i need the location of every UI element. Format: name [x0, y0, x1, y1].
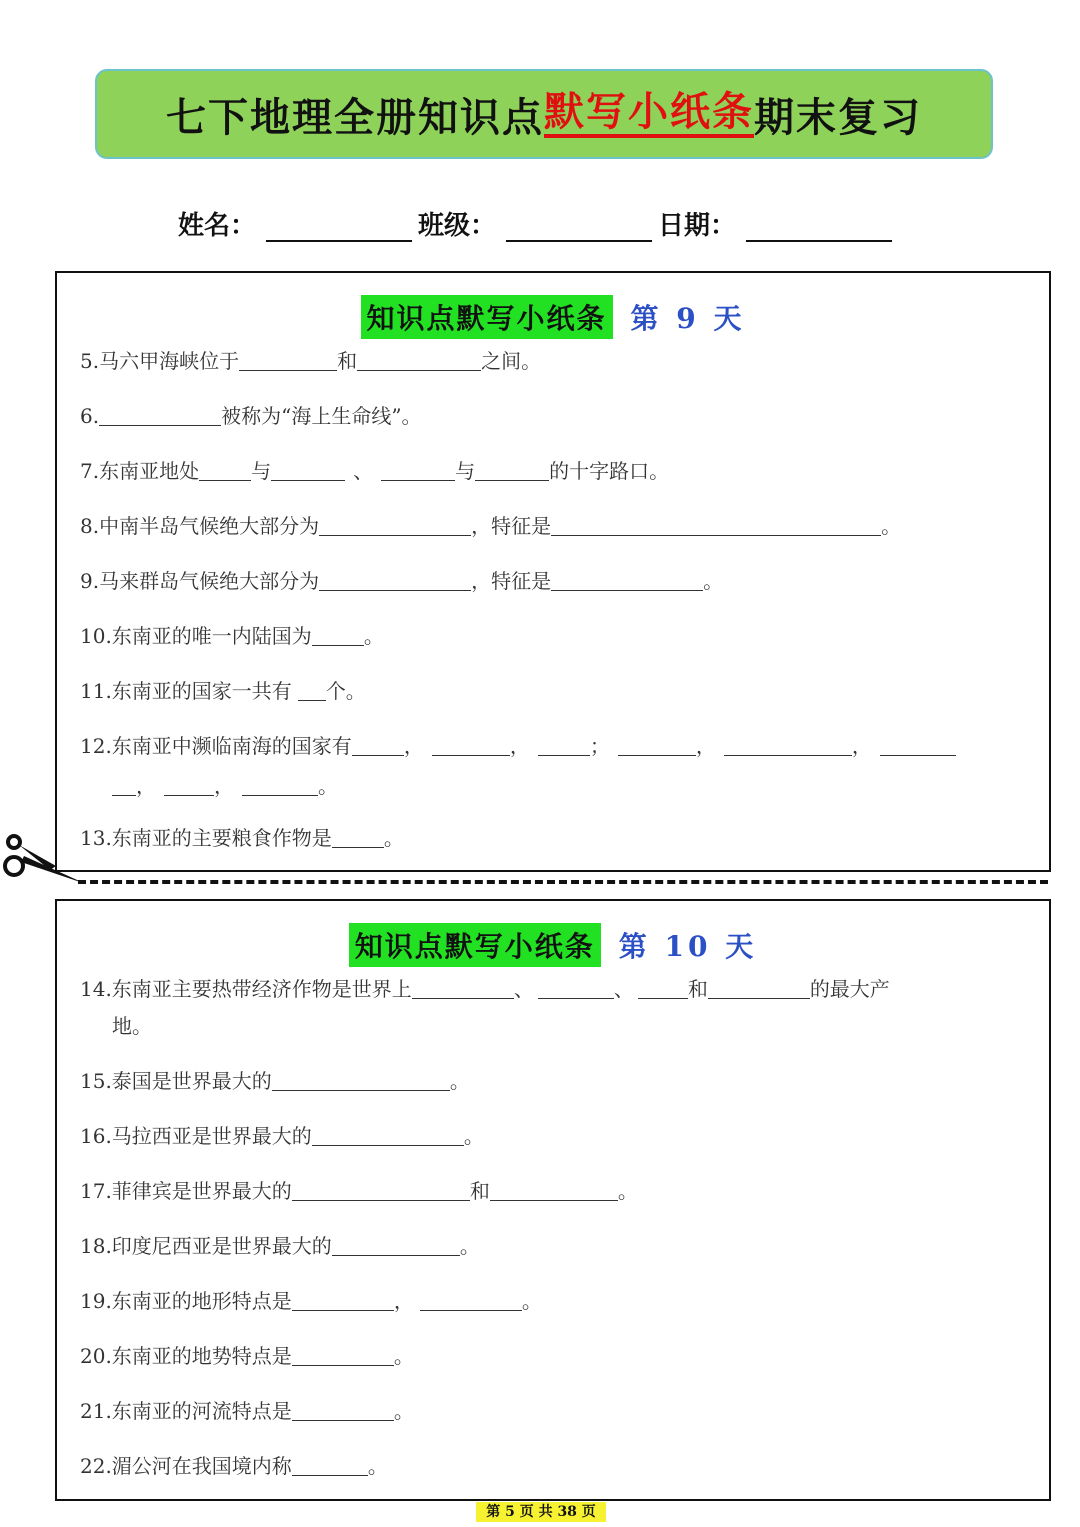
question-13: 13.东南亚的主要粮食作物是 。 — [80, 826, 404, 850]
answer-blank[interactable] — [432, 735, 510, 756]
answer-blank[interactable] — [538, 735, 590, 756]
answer-blank[interactable] — [292, 1400, 394, 1421]
worksheet-card-day-9 — [55, 271, 1051, 872]
answer-blank[interactable] — [708, 978, 810, 999]
question-10: 10.东南亚的唯一内陆国为 。 — [80, 624, 384, 648]
answer-blank[interactable] — [298, 680, 326, 701]
answer-blank[interactable] — [272, 1070, 450, 1091]
answer-blank[interactable] — [638, 978, 688, 999]
answer-blank[interactable] — [99, 405, 221, 426]
page-number: 第 5 页 共 38 页 — [476, 1502, 606, 1522]
question-12-continued: ， ， 。 — [112, 773, 338, 799]
answer-blank[interactable] — [412, 978, 514, 999]
answer-blank[interactable] — [332, 827, 384, 848]
worksheet-card-day-10 — [55, 899, 1051, 1501]
answer-blank[interactable] — [538, 978, 614, 999]
question-16: 16.马拉西亚是世界最大的 。 — [80, 1124, 484, 1148]
answer-blank[interactable] — [420, 1290, 522, 1311]
day-label: 第 9 天 — [630, 302, 746, 335]
question-20: 20.东南亚的地势特点是 。 — [80, 1344, 414, 1368]
answer-blank[interactable] — [381, 460, 455, 481]
class-label: 班级： — [418, 211, 497, 241]
answer-blank[interactable] — [292, 1180, 470, 1201]
answer-blank[interactable] — [618, 735, 696, 756]
answer-blank[interactable] — [292, 1455, 368, 1476]
question-22: 22.湄公河在我国境内称 。 — [80, 1454, 388, 1478]
answer-blank[interactable] — [490, 1180, 618, 1201]
student-info-row — [178, 200, 898, 242]
title-part3: 期末复习 — [754, 93, 922, 141]
card-badge: 知识点默写小纸条 — [361, 295, 613, 339]
answer-blank[interactable] — [332, 1235, 460, 1256]
cut-line — [78, 880, 1048, 884]
answer-blank[interactable] — [724, 735, 852, 756]
title-highlight: 默写小纸条 — [544, 90, 754, 138]
answer-blank[interactable] — [357, 350, 481, 371]
question-17: 17.菲律宾是世界最大的 和 。 — [80, 1179, 638, 1203]
question-14-continued: 地。 — [112, 1014, 152, 1038]
answer-blank[interactable] — [312, 625, 364, 646]
title-part1: 七下地理全册知识点 — [166, 93, 544, 141]
question-11: 11.东南亚的国家一共有 个。 — [80, 679, 366, 703]
name-label: 姓名： — [178, 211, 257, 241]
question-21: 21.东南亚的河流特点是 。 — [80, 1399, 414, 1423]
card-badge: 知识点默写小纸条 — [349, 923, 601, 967]
question-5: 5.马六甲海峡位于 和 之间。 — [80, 349, 542, 373]
card-header — [57, 923, 1049, 967]
answer-blank[interactable] — [271, 460, 345, 481]
question-9: 9.马来群岛气候绝大部分为 ，特征是 。 — [80, 569, 724, 593]
question-14: 14.东南亚主要热带经济作物是世界上 、 、 和 的最大产 — [80, 977, 890, 1001]
answer-blank[interactable] — [239, 350, 337, 371]
date-label: 日期： — [658, 211, 737, 241]
answer-blank[interactable] — [164, 775, 214, 796]
answer-blank[interactable] — [199, 460, 251, 481]
question-6: 6. 被称为“海上生命线”。 — [80, 404, 422, 428]
answer-blank[interactable] — [551, 570, 703, 591]
question-12: 12.东南亚中濒临南海的国家有 ， ， ； ， ， — [80, 733, 956, 759]
scissors-icon — [0, 826, 86, 890]
day-label: 第 10 天 — [618, 930, 758, 963]
answer-blank[interactable] — [112, 775, 136, 796]
answer-blank[interactable] — [551, 515, 881, 536]
question-15: 15.泰国是世界最大的 。 — [80, 1069, 470, 1093]
name-blank[interactable] — [266, 210, 412, 242]
answer-blank[interactable] — [352, 735, 404, 756]
answer-blank[interactable] — [319, 515, 471, 536]
answer-blank[interactable] — [242, 775, 318, 796]
question-8: 8.中南半岛气候绝大部分为 ，特征是 。 — [80, 514, 902, 538]
answer-blank[interactable] — [880, 735, 956, 756]
answer-blank[interactable] — [292, 1290, 394, 1311]
card-header — [57, 295, 1049, 339]
question-7: 7.东南亚地处 与 、 与 的十字路口。 — [80, 459, 670, 483]
answer-blank[interactable] — [312, 1125, 464, 1146]
answer-blank[interactable] — [319, 570, 471, 591]
question-19: 19.东南亚的地形特点是 ， 。 — [80, 1289, 542, 1313]
answer-blank[interactable] — [475, 460, 549, 481]
question-18: 18.印度尼西亚是世界最大的 。 — [80, 1234, 480, 1258]
answer-blank[interactable] — [292, 1345, 394, 1366]
class-blank[interactable] — [506, 210, 652, 242]
date-blank[interactable] — [746, 210, 892, 242]
page-title — [95, 69, 993, 159]
